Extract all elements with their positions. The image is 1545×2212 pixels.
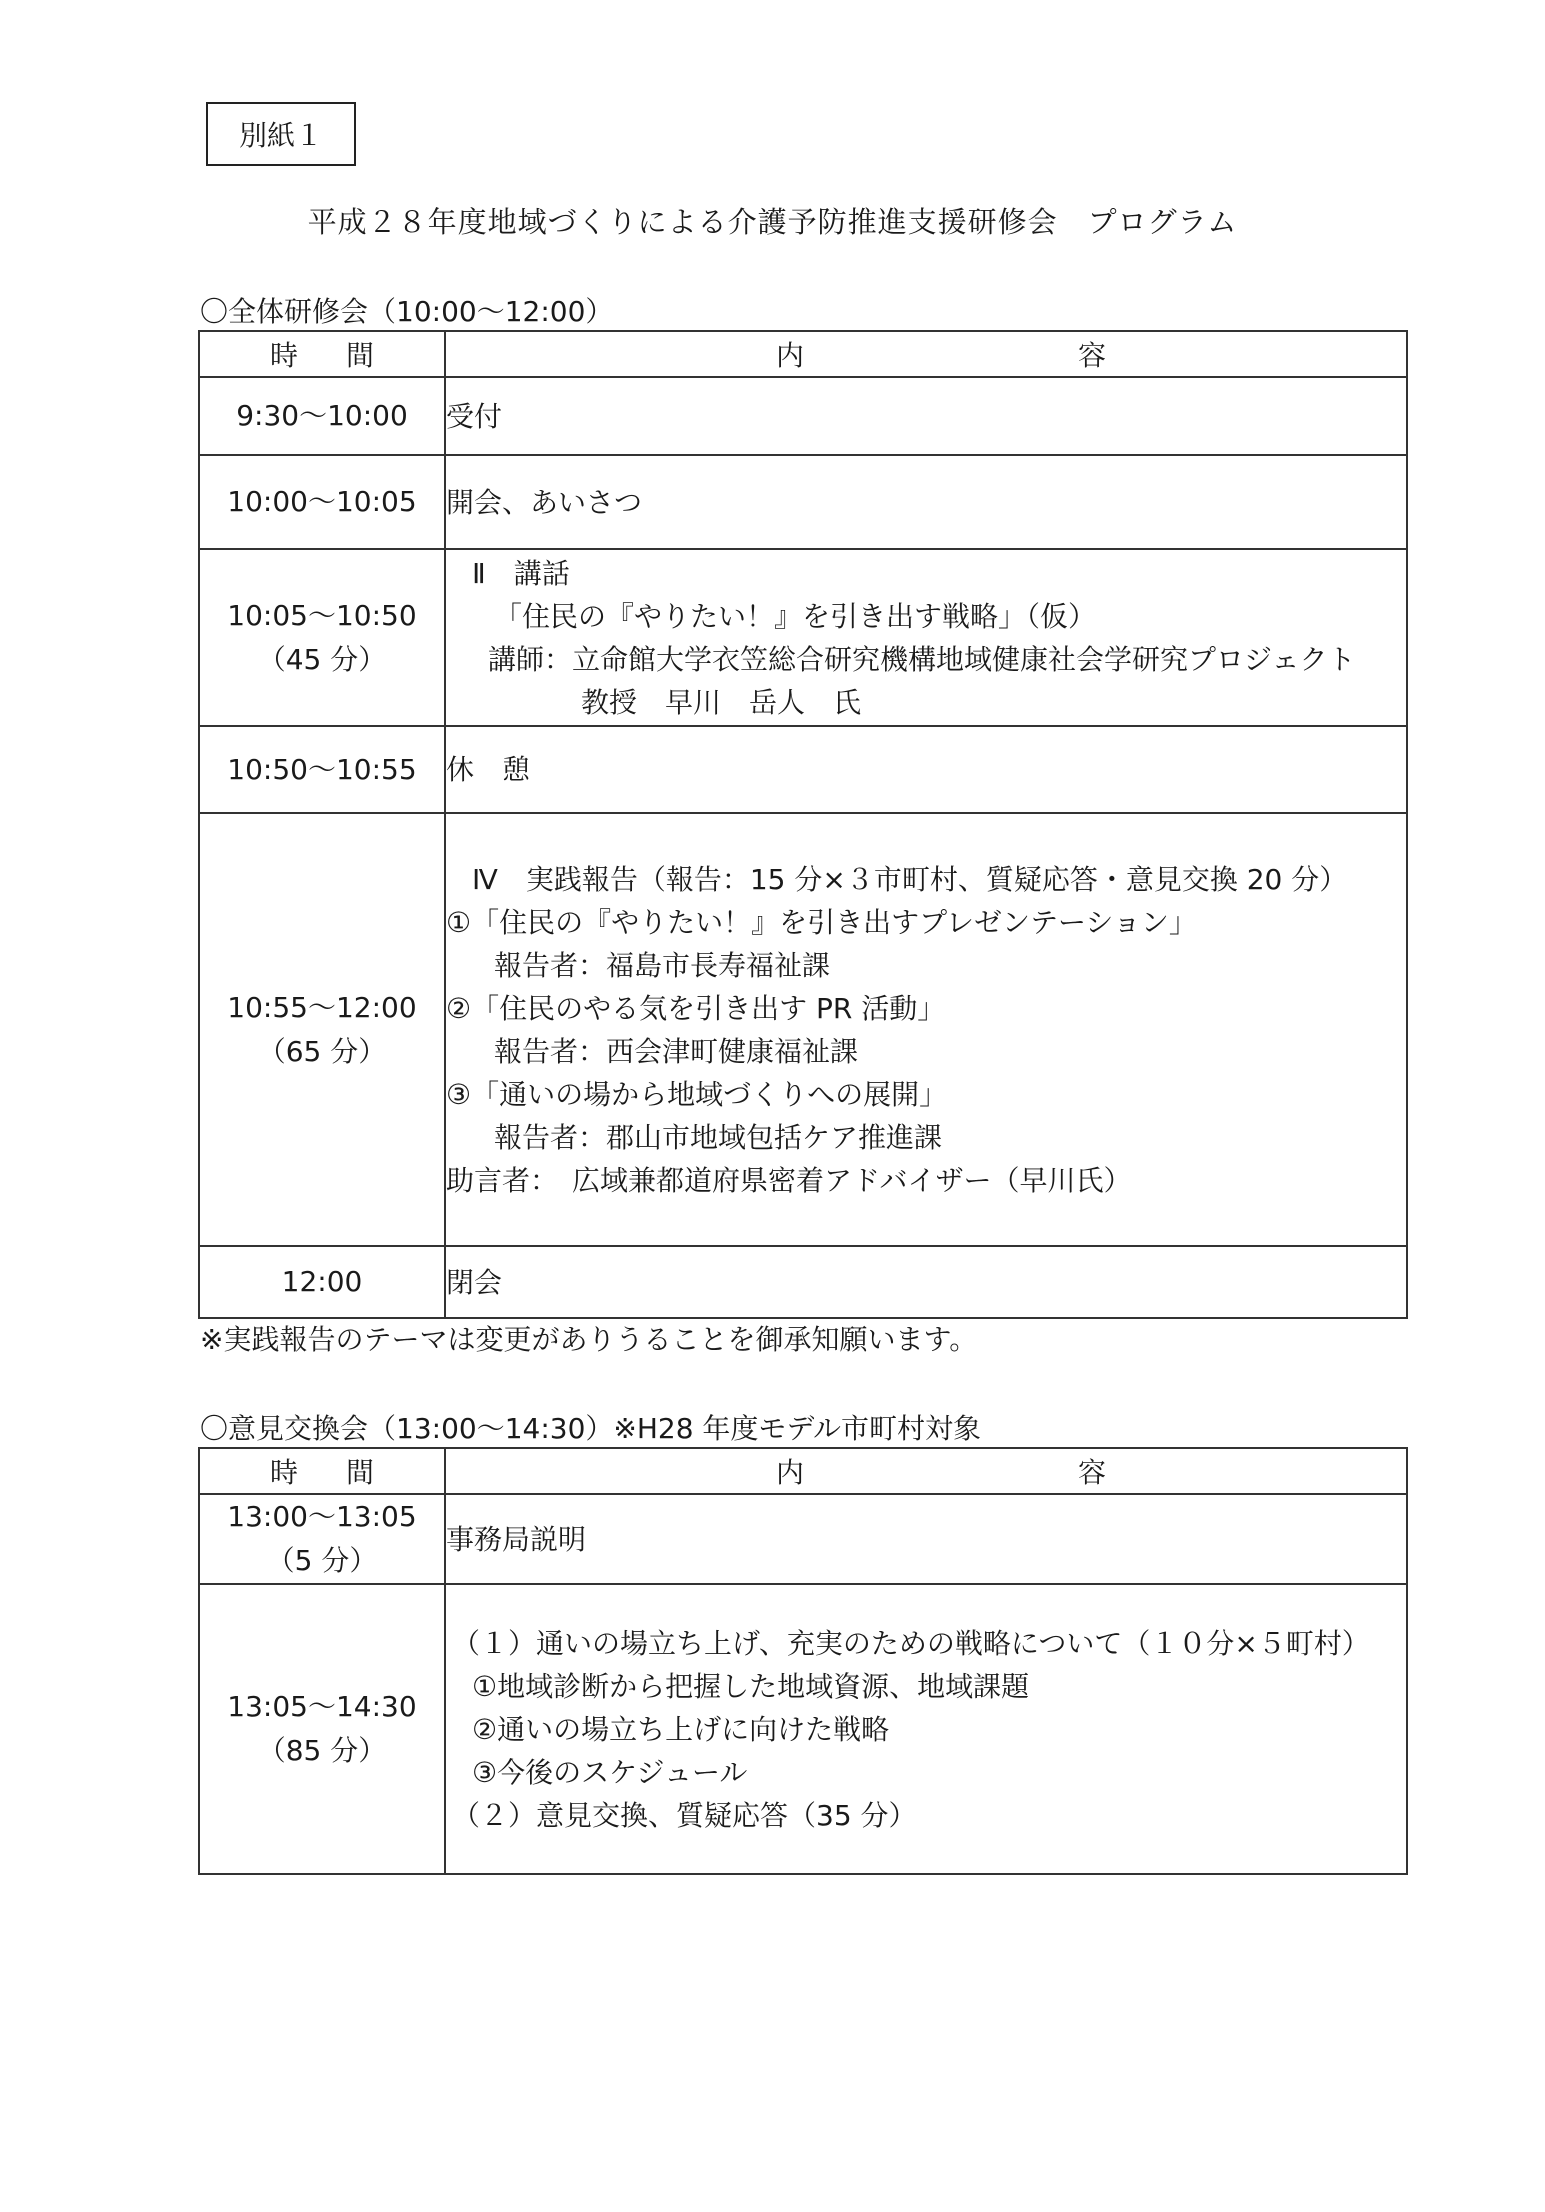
content-line: ③「通いの場から地域づくりへの展開」 [446,1077,948,1111]
row-content [445,726,1407,813]
time-range: 10:50～10:55 [227,752,417,786]
header-content-char-1: 内 [776,339,805,372]
time-range: 13:00～13:05 [227,1500,417,1533]
content-line: 事務局説明 [446,1522,587,1556]
content-line: 講師：立命館大学衣笠総合研究機構地域健康社会学研究プロジェクト [488,642,1356,676]
row-content [445,549,1407,726]
table-row [199,1246,1407,1318]
section-heading-plenary: 〇全体研修会（10:00～12:00） [200,295,614,328]
table-row [199,377,1407,455]
header-time [199,1448,445,1494]
header-content-char-1: 内 [776,1456,805,1489]
table-row [199,549,1407,726]
time-range: 10:05～10:50 [227,598,417,632]
content-line: ③今後のスケジュール [472,1755,748,1789]
table-header-row [199,1448,1407,1494]
header-time [199,331,445,377]
content-line: 教授 早川 岳人 氏 [581,685,862,719]
content-line: 受付 [446,399,503,433]
time-range: 12:00 [281,1265,363,1298]
time-duration: （65 分） [257,1034,387,1068]
header-content [445,331,1407,377]
table-row [199,813,1407,1246]
header-time-char-1: 時 [270,1456,299,1489]
content-line: 休 憩 [446,753,531,786]
row-time [199,726,445,813]
row-time [199,1584,445,1874]
program-table-exchange [198,1447,1408,1875]
footnote: ※実践報告のテーマは変更がありうることを御承知願います。 [200,1323,978,1356]
header-content-char-2: 容 [1077,339,1106,372]
time-range: 10:55～12:00 [227,990,417,1024]
row-content [445,813,1407,1246]
table-header-row [199,331,1407,377]
row-content [445,455,1407,549]
time-range: 13:05～14:30 [227,1690,417,1723]
content-line: Ⅱ 講話 [472,556,570,590]
header-time-char-1: 時 [270,339,299,372]
header-content [445,1448,1407,1494]
time-duration: （45 分） [257,642,387,676]
row-content [445,377,1407,455]
content-line: ②通いの場立ち上げに向けた戦略 [472,1712,890,1746]
header-time-char-2: 間 [345,339,374,372]
time-duration: （5 分） [266,1544,378,1577]
content-line: Ⅳ 実践報告（報告：15 分×３市町村、質疑応答・意見交換 20 分） [472,862,1348,896]
content-line: 報告者：郡山市地域包括ケア推進課 [494,1120,943,1154]
content-line: （２）意見交換、質疑応答（35 分） [452,1798,917,1832]
content-line: （１）通いの場立ち上げ、充実のための戦略について（１０分×５町村） [452,1626,1370,1660]
table-row [199,1584,1407,1874]
header-content-char-2: 容 [1077,1456,1106,1489]
section-heading-exchange: 〇意見交換会（13:00～14:30）※H28 年度モデル市町村対象 [200,1412,982,1445]
row-content [445,1494,1407,1584]
row-content [445,1246,1407,1318]
row-content [445,1584,1407,1874]
content-line: 「住民の『やりたい！』を引き出す戦略」（仮） [494,599,1097,633]
program-table-plenary [198,330,1408,1319]
document-title: 平成２８年度地域づくりによる介護予防推進支援研修会 プログラム [307,205,1238,239]
content-line: ②「住民のやる気を引き出す PR 活動」 [446,991,946,1025]
content-line: 助言者： 広域兼都道府県密着アドバイザー（早川氏） [446,1163,1132,1197]
row-time [199,455,445,549]
table-row [199,455,1407,549]
time-duration: （85 分） [257,1734,387,1767]
table-row [199,1494,1407,1584]
content-line: 報告者：西会津町健康福祉課 [494,1034,859,1068]
row-time [199,1494,445,1584]
row-time [199,1246,445,1318]
table-row [199,726,1407,813]
header-time-char-2: 間 [345,1456,374,1489]
time-range: 10:00～10:05 [227,485,417,518]
content-line: ①「住民の『やりたい！』を引き出すプレゼンテーション」 [446,905,1197,939]
row-time [199,549,445,726]
time-range: 9:30～10:00 [236,399,408,432]
content-line: 閉会 [446,1265,503,1299]
content-line: ①地域診断から把握した地域資源、地域課題 [472,1669,1030,1703]
content-line: 開会、あいさつ [446,485,643,519]
row-time [199,377,445,455]
content-line: 報告者：福島市長寿福祉課 [494,948,831,982]
row-time [199,813,445,1246]
attachment-label: 別紙１ [206,102,356,166]
